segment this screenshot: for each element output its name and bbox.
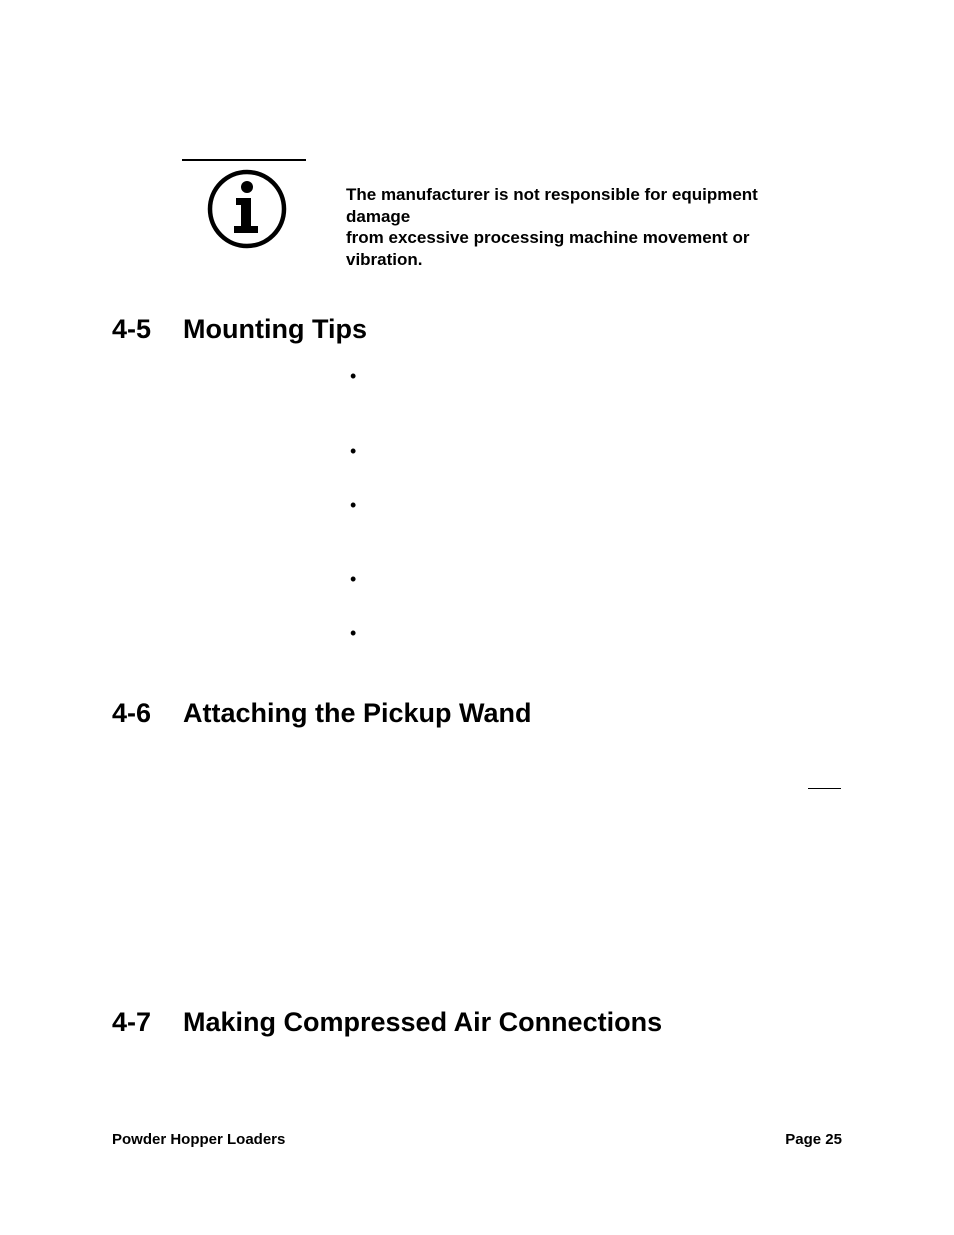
bullet-point: • [350, 623, 357, 643]
note-line: vibration. [346, 249, 423, 269]
info-icon [205, 168, 289, 250]
footer-page-number: Page 25 [785, 1131, 842, 1148]
bullet-point: • [350, 366, 357, 386]
footer-document-title: Powder Hopper Loaders [112, 1131, 286, 1148]
section-heading-compressed-air [112, 1006, 662, 1038]
section-title: Mounting Tips [183, 314, 367, 344]
bullet-point: • [350, 569, 357, 589]
section-number: 4-5 [112, 314, 152, 344]
note-line: The manufacturer is not responsible for equipment [346, 185, 758, 204]
note-top-rule [182, 159, 306, 161]
note-text [346, 184, 826, 270]
section-title: Making Compressed Air Connections [183, 1007, 663, 1037]
bullet-point: • [350, 495, 357, 515]
section-title: Attaching the Pickup Wand [183, 698, 532, 728]
section-heading-pickup-wand [112, 697, 532, 729]
note-line: from excessive processing machine movement or [346, 228, 750, 247]
section-heading-mounting-tips [112, 313, 367, 345]
note-line: damage [346, 206, 411, 226]
short-rule [808, 788, 841, 789]
section-number: 4-7 [112, 1007, 152, 1037]
bullet-point: • [350, 441, 357, 461]
section-number: 4-6 [112, 698, 152, 728]
